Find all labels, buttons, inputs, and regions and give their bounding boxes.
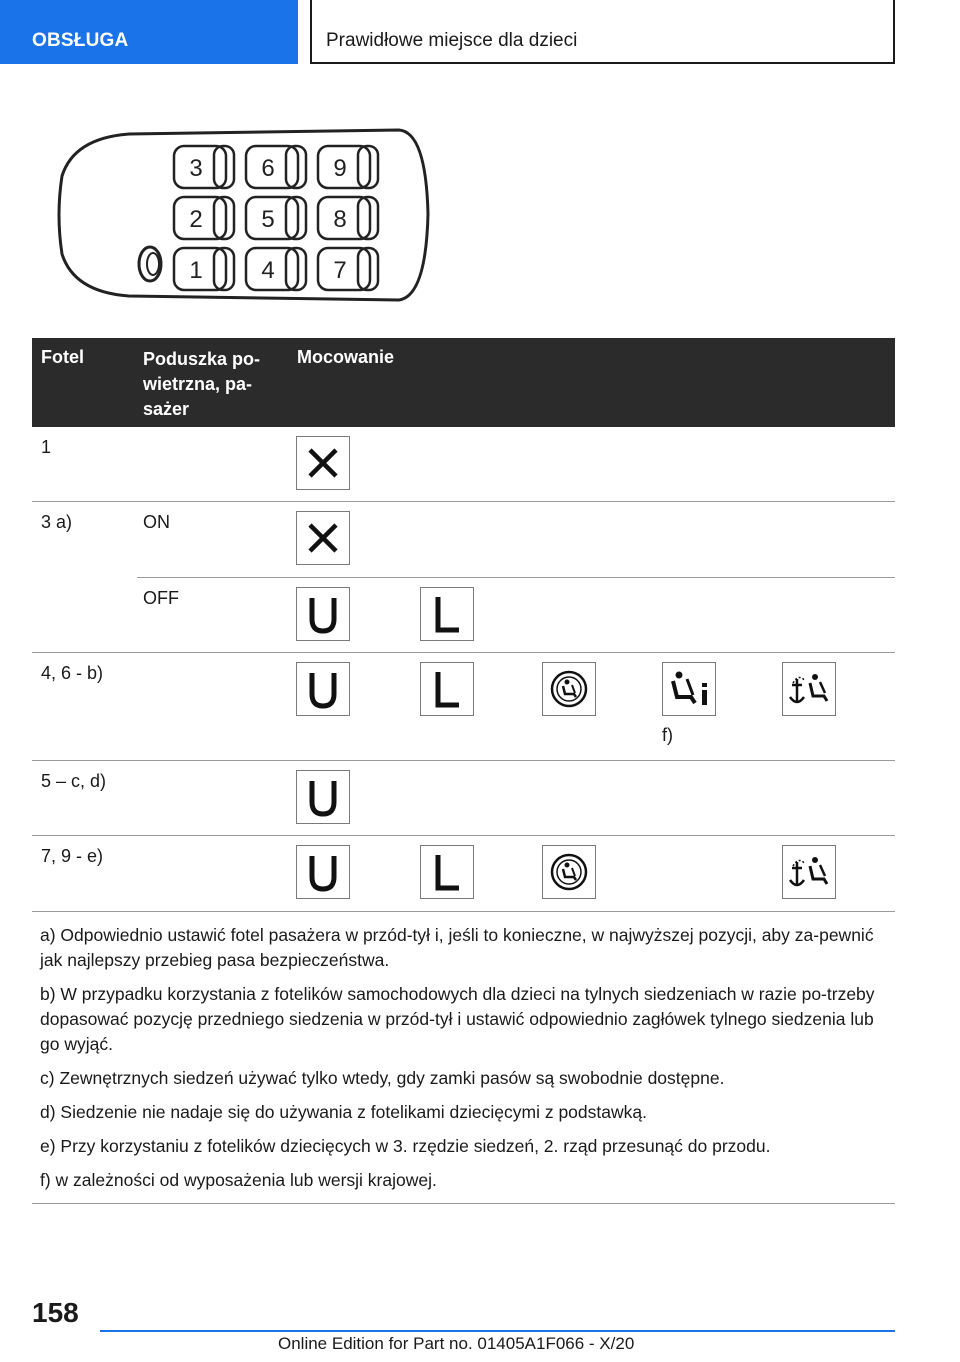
universal-u-icon [296,770,350,824]
edition-note: Online Edition for Part no. 01405A1F066 - X/20 [278,1334,635,1353]
child-seat-table [32,338,895,912]
isofix-i-icon [662,662,716,716]
seat-8 [318,197,378,239]
top-tether-anchor-icon [782,845,836,899]
universal-u-icon [296,845,350,899]
svg-text:8: 8 [333,206,347,233]
svg-text:3: 3 [189,155,203,182]
svg-text:2: 2 [189,206,203,233]
footnote: e) Przy korzystaniu z fotelików dziecięcych w 3. rzędzie siedzeń, 2. rząd przesunąć do przodu. [40,1136,771,1156]
universal-u-icon [296,587,350,641]
driver-icon [139,247,161,281]
seating-diagram [54,124,434,306]
not-allowed-icon [296,436,350,490]
table-row [32,836,895,912]
header-seat: Fotel [41,347,84,367]
i-size-icon [542,845,596,899]
row-seat: 7, 9 - e) [41,846,104,866]
seat-6 [246,146,306,188]
semi-universal-l-icon [420,662,474,716]
top-tether-anchor-icon [782,662,836,716]
svg-text:5: 5 [261,206,275,233]
seat-7 [318,248,378,290]
footnotes [32,913,895,1204]
not-allowed-icon [296,511,350,565]
row-airbag-off: OFF [143,588,179,608]
row-seat: 1 [41,437,52,457]
table-row [32,427,895,502]
header-airbag-line: Poduszka po- [143,349,261,369]
table-row [32,761,895,836]
subrow-divider [137,577,895,578]
svg-text:7: 7 [333,257,347,284]
footnote: c) Zewnętrznych siedzeń używać tylko wtedy, gdy zamki pasów są swobodnie dostępne. [40,1068,725,1088]
seat-1 [174,248,234,290]
row-airbag-on: ON [143,512,170,532]
table-row [32,502,895,653]
seat-4 [246,248,306,290]
footnote: b) W przypadku korzystania z fotelików samochodowych dla dzieci na tylnych siedzeniach w razie po-trzeby dopasować pozycję przedniego siedzenia w przód-tył i ustawić odpowiednio zagłówek tylnego siedzenia lub go wyjąć. [40,984,875,1054]
seat-2 [174,197,234,239]
semi-universal-l-icon [420,587,474,641]
page-number: 158 [32,1297,79,1328]
seat-9 [318,146,378,188]
universal-u-icon [296,662,350,716]
table-header [32,338,895,427]
semi-universal-l-icon [420,845,474,899]
row-seat: 5 – c, d) [41,771,107,791]
footer-divider [100,1330,895,1332]
row-note: f) [662,725,673,745]
row-seat: 4, 6 - b) [41,663,104,683]
footnote: f) w zależności od wyposażenia lub wersji krajowej. [40,1170,437,1190]
seat-5 [246,197,306,239]
header-mounting: Mocowanie [297,347,395,367]
header-airbag [143,347,283,422]
i-size-icon [542,662,596,716]
svg-text:9: 9 [333,155,347,182]
svg-text:1: 1 [189,257,203,284]
footnote: a) Odpowiednio ustawić fotel pasażera w przód-tył i, jeśli to konieczne, w najwyższej pozycji, aby za-pewnić jak najlepszy przebieg pasa bezpieczeństwa. [40,925,874,970]
header-airbag-line: sażer [143,399,190,419]
row-seat: 3 a) [41,512,73,532]
footnote: d) Siedzenie nie nadaje się do używania z fotelikami dziecięcymi z podstawką. [40,1102,647,1122]
table-row [32,653,895,761]
header-airbag-line: wietrzna, pa- [143,374,253,394]
section-tab: OBSŁUGA [0,0,298,64]
seat-3 [174,146,234,188]
svg-text:6: 6 [261,155,275,182]
svg-text:4: 4 [261,257,275,284]
page-title: Prawidłowe miejsce dla dzieci [310,0,895,64]
